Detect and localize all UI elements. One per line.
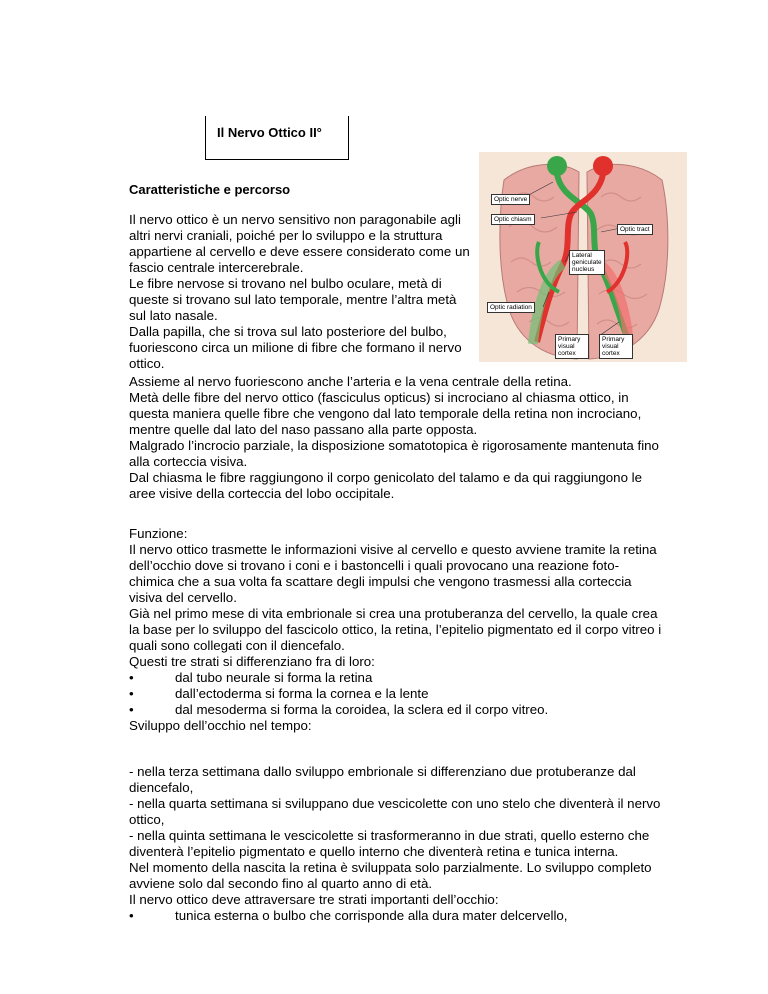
intro-paragraph [129,212,489,372]
text-line: aree visive della corteccia del lobo occipitale. [129,486,395,501]
text-line: quali sono collegati con il diencefalo. [129,638,345,653]
development-section [129,764,709,924]
list-item [129,670,709,686]
text-line: dell’occhio dove si trovano i coni e i bastoncelli i quali provocano una reazione foto- [129,558,620,573]
text-line: Il nervo ottico deve attraversare tre strati importanti dell’occhio: [129,892,499,907]
label-primary-visual-cortex-right: Primary visual cortex [599,334,633,359]
text-line: sul lato nasale. [129,308,218,323]
text-line: Dal chiasma le fibre raggiungono il corpo genicolato del talamo e da qui raggiungono le [129,470,643,485]
text-line: Nel momento della nascita la retina è sviluppata solo parzialmente. Lo sviluppo completo [129,860,652,875]
brain-visual-pathway-figure [479,152,687,362]
text-line: Dalla papilla, che si trova sul lato posteriore del bulbo, [129,324,447,339]
list-item-text: dal mesoderma si forma la coroidea, la sclera ed il corpo vitreo. [175,702,549,717]
text-line: - nella quarta settimana si sviluppano due vescicolette con uno stelo che diventerà il nervo [129,796,661,811]
text-line: questa maniera quelle fibre che vengono dal lato temporale della retina non incrociano, [129,406,642,421]
text-line: fascio centrale intercerebrale. [129,260,304,275]
text-line: alla corteccia visiva. [129,454,248,469]
text-line: fuoriescono circa un milione di fibre che formano il nervo [129,340,462,355]
text-line: diventerà l’epitelio pigmentato e quello interno che diventerà retina e tunica interna. [129,844,619,859]
text-line: Questi tre strati si differenziano fra di loro: [129,654,375,669]
text-line: la base per lo sviluppo del fascicolo ottico, la retina, l’epitelio pigmentato ed il corpo vitreo i [129,622,662,637]
text-line: Il nervo ottico è un nervo sensitivo non paragonabile agli [129,212,461,227]
bullet: • [129,670,134,685]
list-item [129,702,709,718]
label-optic-tract: Optic tract [617,224,653,235]
list-item-text: tunica esterna o bulbo che corrisponde alla dura mater delcervello, [175,908,568,923]
section-heading: Caratteristiche e percorso [129,182,291,197]
text-line: Già nel primo mese di vita embrionale si crea una protuberanza del cervello, la quale crea [129,606,658,621]
bullet: • [129,686,134,701]
bullet: • [129,702,134,717]
document-title: Il Nervo Ottico II° [217,125,322,140]
text-line: altri nervi craniali, poiché per lo sviluppo e la struttura [129,228,443,243]
text-line: avviene solo dal secondo fino al quarto anno di età. [129,876,433,891]
text-line: queste si trovano sul lato temporale, mentre l’altra metà [129,292,457,307]
label-optic-nerve: Optic nerve [491,194,530,205]
list-item-text: dal tubo neurale si forma la retina [175,670,373,685]
bullet: • [129,908,134,923]
title-box [205,116,349,160]
function-section [129,526,709,734]
text-line: Assieme al nervo fuoriescono anche l’arteria e la vena centrale della retina. [129,374,572,389]
text-line: Le fibre nervose si trovano nel bulbo oculare, metà di [129,276,442,291]
text-line: - nella terza settimana dallo sviluppo embrionale si differenziano due protuberanze dal [129,764,636,779]
text-line: Il nervo ottico trasmette le informazioni visive al cervello e questo avviene tramite la retina [129,542,657,557]
text-line: mentre quelle dal lato del naso passano alla parte opposta. [129,422,478,437]
list-item [129,908,709,924]
text-line: Metà delle fibre del nervo ottico (fasciculus opticus) si incrociano al chiasma ottico, in [129,390,629,405]
label-primary-visual-cortex-left: Primary visual cortex [555,334,589,359]
list-item-text: dall’ectoderma si forma la cornea e la lente [175,686,429,701]
text-line: ottico, [129,812,165,827]
text-line: - nella quinta settimana le vescicolette si trasformeranno in due strati, quello esterno che [129,828,650,843]
label-optic-chiasm: Optic chiasm [491,214,535,225]
label-optic-radiation: Optic radiation [487,302,535,313]
text-line: appartiene al cervello e deve essere considerato come un [129,244,470,259]
list-item [129,686,709,702]
text-line: visiva del cervello. [129,590,237,605]
text-line: ottico. [129,356,165,371]
function-heading: Funzione: [129,526,188,541]
text-line: chimica che a sua volta fa scattare degli impulsi che vengono trasmessi alla corteccia [129,574,632,589]
development-heading: Sviluppo dell’occhio nel tempo: [129,718,312,733]
text-line: diencefalo, [129,780,194,795]
text-line: Malgrado l’incrocio parziale, la disposizione somatotopica è rigorosamente mantenuta fino [129,438,659,453]
label-lateral-geniculate-nucleus: Lateral geniculate nucleus [569,250,605,275]
body-paragraph [129,374,709,502]
